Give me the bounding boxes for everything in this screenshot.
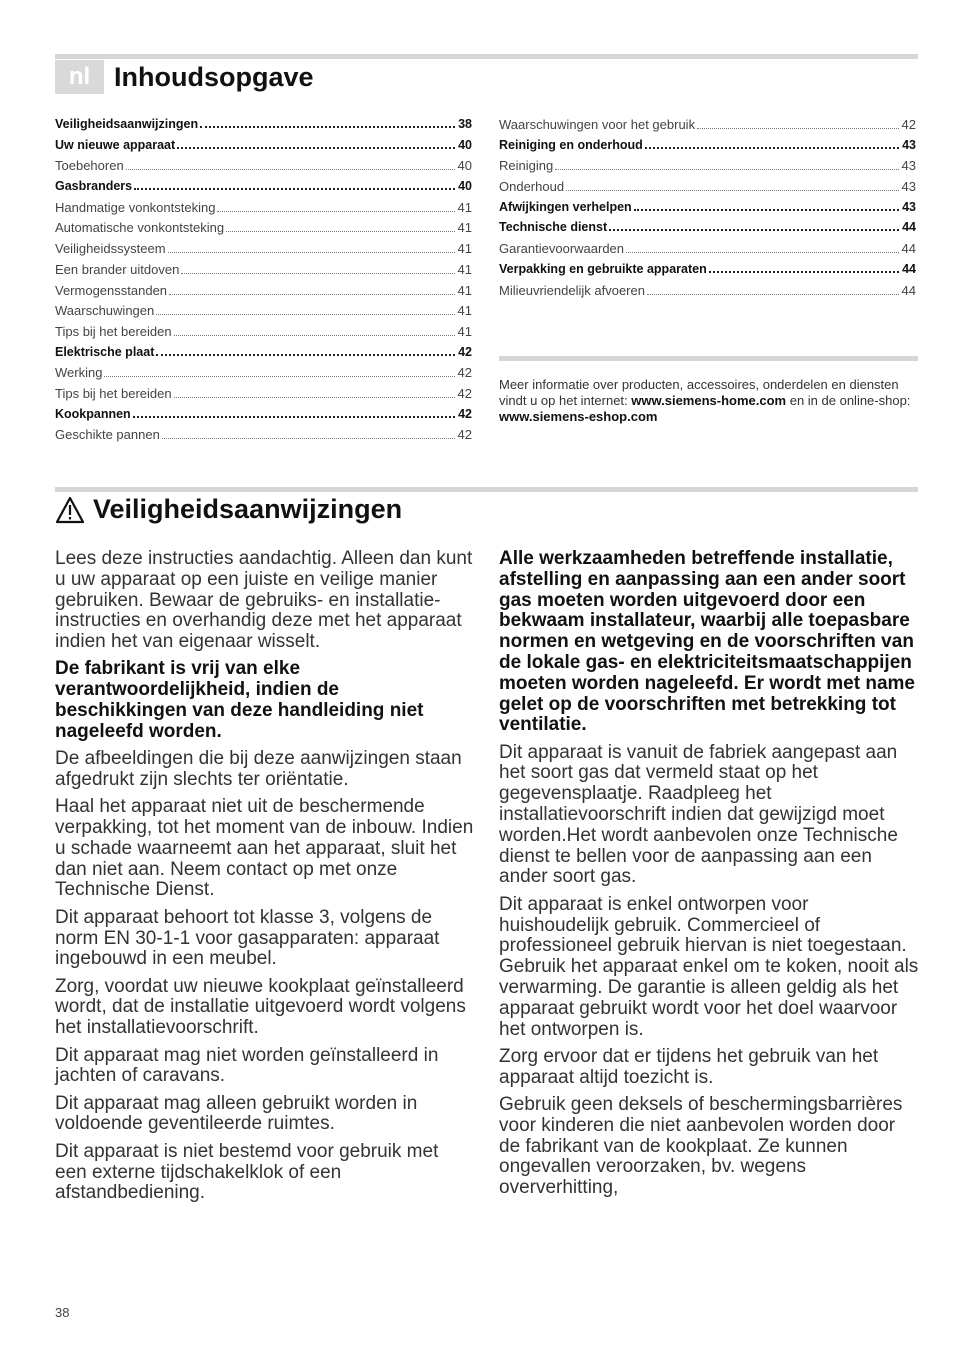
paragraph: Dit apparaat is niet bestemd voor gebruik met een externe tijdschakelklok of een afstandbediening. xyxy=(55,1140,439,1204)
toc-entry-page: 43 xyxy=(902,137,916,152)
page-number: 38 xyxy=(55,1305,70,1320)
toc-entry-label: Tips bij het bereiden xyxy=(55,385,172,401)
toc-right-column xyxy=(499,117,916,303)
paragraph: Zorg ervoor dat er tijdens het gebruik van het apparaat altijd toezicht is. xyxy=(499,1045,879,1088)
toc-leader-dots xyxy=(104,376,454,377)
toc-entry-page: 42 xyxy=(458,406,472,421)
toc-entry-page: 41 xyxy=(457,261,472,277)
toc-entry[interactable] xyxy=(55,283,472,304)
toc-entry-page: 44 xyxy=(901,241,916,257)
toc-leader-dots xyxy=(709,271,899,273)
section-header xyxy=(55,494,402,525)
paragraph: Dit apparaat mag alleen gebruikt worden in voldoende geventileerde ruimtes. xyxy=(55,1092,418,1135)
toc-entry-label: Milieuvriendelijk afvoeren xyxy=(499,282,645,298)
toc-entry[interactable] xyxy=(499,220,916,241)
toc-entry[interactable] xyxy=(55,303,472,324)
toc-leader-dots xyxy=(566,190,898,191)
body-left-column xyxy=(55,549,475,1211)
toc-leader-dots xyxy=(200,126,455,128)
toc-entry-label: Veiligheidsaanwijzingen xyxy=(55,117,199,131)
toc-entry[interactable] xyxy=(55,117,472,138)
toc-leader-dots xyxy=(634,209,899,211)
toc-entry-page: 41 xyxy=(457,241,472,257)
toc-entry-page: 41 xyxy=(457,303,472,319)
toc-entry[interactable] xyxy=(499,158,916,179)
paragraph: Dit apparaat mag niet worden geïnstalleerd in jachten of caravans. xyxy=(55,1044,439,1087)
toc-leader-dots xyxy=(226,231,454,232)
toc-entry[interactable] xyxy=(55,179,472,200)
bold-paragraph: De fabrikant is vrij van elke verantwoordelijkheid, indien de beschikkingen van deze handleiding niet nageleefd worden. xyxy=(55,658,424,742)
toc-entry-page: 40 xyxy=(458,179,472,194)
toc-leader-dots xyxy=(156,314,454,315)
toc-leader-dots xyxy=(626,252,899,253)
toc-leader-dots xyxy=(697,128,898,129)
toc-entry-page: 44 xyxy=(902,220,916,235)
toc-entry[interactable] xyxy=(499,241,916,262)
toc-entry-page: 44 xyxy=(901,282,916,298)
toc-leader-dots xyxy=(174,335,455,336)
toc-leader-dots xyxy=(174,397,455,398)
paragraph: Gebruik geen deksels of beschermingsbarrières voor kinderen die niet aanbevolen worden door de fabrikant van de kookplaat. Ze kunnen ongevallen veroorzaken, bv. wegens oververhitting, xyxy=(499,1093,903,1199)
toc-entry-page: 41 xyxy=(457,282,472,298)
paragraph: Dit apparaat is enkel ontworpen voor huishoudelijk gebruik. Commercieel of professioneel gebruik hiervan is niet toegestaan. Gebruik het apparaat enkel om te koken, nooit als verwarming. De garantie is alleen geldig als het apparaat gebruikt wordt voor het doel waarvoor het ontworpen is. xyxy=(499,893,919,1040)
paragraph: Lees deze instructies aandachtig. Alleen dan kunt u uw apparaat op een juiste en veilige manier gebruiken. Bewaar de gebruiks- en installatie-instructies en overhandig deze met het apparaat indien het van eigenaar wisselt. xyxy=(55,548,473,653)
paragraph: Zorg, voordat uw nieuwe kookplaat geïnstalleerd wordt, dat de installatie uitgevoerd wordt volgens het installatievoorschrift. xyxy=(55,975,466,1039)
info-link-siemens-home[interactable]: www.siemens-home.com xyxy=(631,393,787,408)
toc-entry[interactable] xyxy=(55,324,472,345)
toc-entry-label: Garantievoorwaarden xyxy=(499,241,625,257)
toc-leader-dots xyxy=(177,147,455,149)
toc-entry[interactable] xyxy=(55,365,472,386)
paragraph: De afbeeldingen die bij deze aanwijzingen staan afgedrukt zijn slechts ter oriëntatie. xyxy=(55,748,462,790)
toc-entry-page: 42 xyxy=(458,344,472,359)
info-text-2: en in de online-shop: xyxy=(786,393,911,408)
toc-entry[interactable] xyxy=(499,138,916,159)
toc-leader-dots xyxy=(168,252,455,253)
toc-entry-label: Een brander uitdoven xyxy=(55,261,180,277)
toc-entry[interactable] xyxy=(499,117,916,138)
paragraph: Dit apparaat is vanuit de fabriek aangepast aan het soort gas dat vermeld staat op het gegevensplaatje. Raadpleeg het installatievoorschrift indien dat gewijzigd moet worden.Het wordt aanbevolen onze Technische dienst te bellen voor de aanpassing aan een ander soort gas. xyxy=(499,741,898,888)
toc-leader-dots xyxy=(126,169,455,170)
paragraph: Dit apparaat behoort tot klasse 3, volgens de norm EN 30-1-1 voor gasapparaten: apparaat ingebouwd in een meubel. xyxy=(55,906,440,970)
toc-leader-dots xyxy=(217,211,454,212)
language-tag: nl xyxy=(55,60,104,94)
toc-entry[interactable] xyxy=(55,427,472,448)
info-box xyxy=(499,377,918,425)
toc-entry-label: Reiniging en onderhoud xyxy=(499,137,643,152)
bold-paragraph: Alle werkzaamheden betreffende installatie, afstelling en aanpassing aan een ander soort gas moeten worden uitgevoerd door een bekwaam installateur, waarbij alle toepasbare normen en wetgeving en de voorschriften van de lokale gas- en elektriciteitsmaatschappijen moeten worden nageleefd. Er wordt met name gelet op de voorschriften met betrekking tot ventilatie. xyxy=(499,548,915,736)
toc-entry-page: 42 xyxy=(457,427,472,443)
toc-entry[interactable] xyxy=(55,407,472,428)
toc-entry[interactable] xyxy=(55,158,472,179)
toc-leader-dots xyxy=(134,188,455,190)
toc-leader-dots xyxy=(181,273,454,274)
toc-entry-page: 41 xyxy=(457,323,472,339)
toc-header xyxy=(55,60,314,94)
toc-entry-page: 41 xyxy=(457,220,472,236)
toc-entry-label: Afwijkingen verhelpen xyxy=(499,199,632,214)
toc-entry-label: Kookpannen xyxy=(55,406,131,421)
toc-leader-dots xyxy=(133,416,455,418)
toc-title: Inhoudsopgave xyxy=(114,61,314,92)
toc-entry-label: Reiniging xyxy=(499,158,554,174)
toc-entry[interactable] xyxy=(499,200,916,221)
info-rule xyxy=(499,356,918,361)
toc-entry-page: 42 xyxy=(457,385,472,401)
toc-entry[interactable] xyxy=(55,262,472,283)
toc-leader-dots xyxy=(609,229,899,231)
toc-entry-label: Elektrische plaat xyxy=(55,344,155,359)
toc-entry-page: 43 xyxy=(901,179,916,195)
toc-entry-label: Geschikte pannen xyxy=(55,427,160,443)
toc-entry-label: Toebehoren xyxy=(55,158,124,174)
toc-entry[interactable] xyxy=(499,283,916,304)
toc-entry[interactable] xyxy=(55,345,472,366)
toc-entry-page: 43 xyxy=(901,158,916,174)
toc-entry-page: 38 xyxy=(458,117,472,131)
toc-entry-label: Automatische vonkontsteking xyxy=(55,220,225,236)
toc-entry[interactable] xyxy=(55,386,472,407)
toc-leader-dots xyxy=(555,169,898,170)
toc-leader-dots xyxy=(169,294,455,295)
info-text-1: Meer informatie over producten, accessoires, onderdelen en diensten vindt u op het internet: xyxy=(499,377,899,408)
body-right-column xyxy=(499,549,919,1205)
toc-entry-label: Waarschuwingen voor het gebruik xyxy=(499,117,696,132)
top-rule xyxy=(55,54,918,59)
toc-entry-label: Onderhoud xyxy=(499,179,565,195)
toc-leader-dots xyxy=(645,147,899,149)
warning-triangle-icon xyxy=(55,496,85,524)
toc-entry-label: Uw nieuwe apparaat xyxy=(55,137,176,152)
toc-entry-label: Handmatige vonkontsteking xyxy=(55,199,216,215)
toc-leader-dots xyxy=(156,354,455,356)
toc-entry-label: Tips bij het bereiden xyxy=(55,323,172,339)
toc-entry-label: Waarschuwingen xyxy=(55,303,155,319)
toc-entry-page: 43 xyxy=(902,199,916,214)
toc-entry-page: 42 xyxy=(901,117,916,132)
toc-entry-page: 40 xyxy=(457,158,472,174)
toc-entry[interactable] xyxy=(499,262,916,283)
toc-entry[interactable] xyxy=(499,179,916,200)
toc-entry-label: Gasbranders xyxy=(55,179,133,194)
toc-entry-label: Technische dienst xyxy=(499,220,608,235)
paragraph: Haal het apparaat niet uit de beschermende verpakking, tot het moment van de inbouw. Indien u schade waarneemt aan het apparaat, sluit het dan niet aan. Neem contact op met onze Technische Dienst. xyxy=(55,796,474,901)
toc-entry-label: Werking xyxy=(55,365,103,381)
toc-entry-label: Verpakking en gebruikte apparaten xyxy=(499,261,707,276)
toc-entry-label: Veiligheidssysteem xyxy=(55,241,166,257)
toc-leader-dots xyxy=(162,438,455,439)
toc-entry-page: 41 xyxy=(457,199,472,215)
info-link-siemens-eshop[interactable]: www.siemens-eshop.com xyxy=(499,409,658,424)
toc-entry[interactable] xyxy=(55,200,472,221)
section-title: Veiligheidsaanwijzingen xyxy=(93,494,403,524)
toc-left-column xyxy=(55,117,472,448)
toc-leader-dots xyxy=(647,294,899,295)
toc-entry[interactable] xyxy=(55,138,472,159)
toc-entry-page: 42 xyxy=(457,365,472,381)
toc-entry-page: 44 xyxy=(902,261,916,276)
section-rule xyxy=(55,487,918,492)
toc-entry-page: 40 xyxy=(458,137,472,152)
toc-entry[interactable] xyxy=(55,241,472,262)
toc-entry[interactable] xyxy=(55,220,472,241)
toc-entry-label: Vermogensstanden xyxy=(55,282,168,298)
